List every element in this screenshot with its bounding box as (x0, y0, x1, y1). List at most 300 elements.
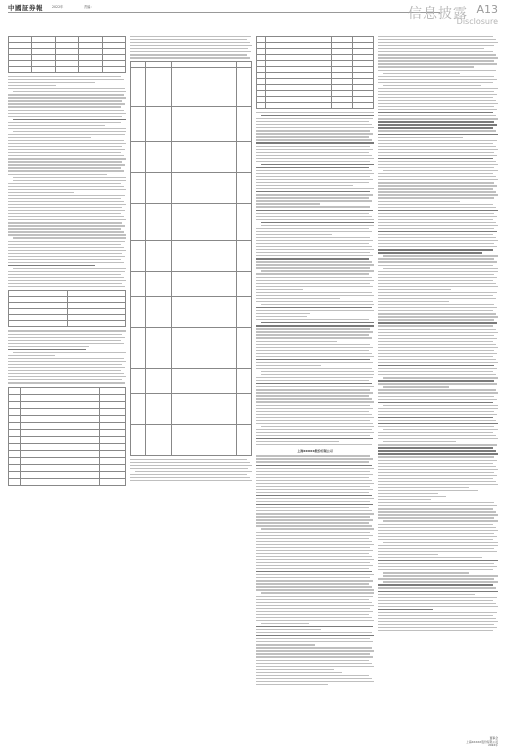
text-line (378, 149, 498, 150)
text-line (378, 134, 498, 135)
text-line (378, 213, 494, 214)
text-line (8, 376, 126, 377)
text-line (130, 45, 252, 46)
editor-label: 责编： (84, 5, 94, 9)
text-line (378, 143, 493, 144)
text-line (256, 495, 372, 496)
text-line (378, 344, 496, 345)
text-line (256, 498, 374, 499)
text-line (8, 167, 121, 168)
text-line (378, 551, 497, 552)
text-line (378, 158, 493, 159)
text-line (256, 389, 370, 390)
text-line (378, 444, 497, 445)
text-line (256, 118, 373, 119)
text-line (8, 283, 122, 284)
text-line (256, 423, 373, 424)
text-line (256, 316, 307, 317)
text-line (256, 228, 369, 229)
text-line (378, 115, 496, 116)
text-line (8, 158, 126, 159)
text-line (8, 97, 126, 98)
text-line (256, 525, 372, 526)
text-line (256, 210, 373, 211)
text-line (130, 474, 247, 475)
text-line (256, 206, 370, 207)
text-line (378, 490, 478, 491)
text-line (256, 319, 369, 320)
text-line (256, 362, 373, 363)
text-line (256, 289, 303, 290)
text-line (378, 548, 494, 549)
text-line (256, 681, 374, 682)
text-line (8, 116, 122, 117)
text-line (256, 359, 370, 360)
text-line (13, 91, 126, 92)
text-line (130, 54, 247, 55)
text-line (378, 612, 497, 613)
text-line (378, 359, 496, 360)
text-line (130, 51, 251, 52)
text-line (378, 365, 494, 366)
text-line (256, 501, 370, 502)
text-line (378, 417, 493, 418)
text-line (256, 675, 369, 676)
text-line (378, 356, 493, 357)
text-line (378, 36, 493, 37)
text-line (256, 650, 374, 651)
newspaper-masthead: 中國証券報 (8, 4, 43, 12)
text-line (256, 197, 369, 198)
text-line (8, 94, 124, 95)
section-subtitle: Disclosure (456, 17, 498, 26)
text-line (378, 545, 498, 546)
text-line (378, 286, 498, 287)
text-line (130, 468, 248, 469)
text-line (378, 103, 498, 104)
text-line (256, 429, 372, 430)
text-line (256, 438, 373, 439)
text-line (378, 60, 494, 61)
text-line (378, 100, 496, 101)
text-line (256, 577, 370, 578)
text-line (256, 249, 374, 250)
text-line (383, 581, 498, 582)
text-line (256, 152, 369, 153)
text-line (8, 364, 122, 365)
text-line (256, 146, 370, 147)
text-line (256, 133, 373, 134)
center-heading: 上海XXXXX股份有限公司 (297, 449, 333, 454)
text-line (8, 373, 124, 374)
text-line (378, 584, 493, 585)
text-line (8, 231, 124, 232)
text-line (378, 97, 493, 98)
text-line (378, 472, 494, 473)
text-line (378, 499, 431, 500)
text-line (256, 112, 374, 113)
footer-line-3: 2022年 (488, 743, 498, 748)
top-left-table (8, 36, 126, 73)
text-line (256, 356, 374, 357)
text-line (256, 167, 369, 168)
text-line (378, 258, 494, 259)
text-line (256, 136, 369, 137)
text-line (256, 455, 370, 456)
text-line (256, 395, 369, 396)
text-line (8, 198, 121, 199)
text-line (256, 608, 370, 609)
text-line (378, 51, 493, 52)
text-line (256, 589, 374, 590)
text-line (256, 347, 373, 348)
text-line (378, 487, 469, 488)
text-line (8, 355, 55, 356)
text-line (261, 371, 374, 372)
text-line (378, 76, 494, 77)
text-line (8, 346, 89, 347)
text-line (13, 237, 126, 238)
text-line (378, 249, 493, 250)
text-line (130, 57, 250, 58)
text-line (256, 641, 373, 642)
text-line (8, 186, 124, 187)
text-line (378, 252, 482, 253)
text-line (256, 191, 370, 192)
text-line (378, 603, 496, 604)
text-line (378, 508, 493, 509)
column-3 (256, 36, 374, 742)
text-line (378, 106, 494, 107)
text-line (378, 450, 496, 451)
text-line (378, 289, 451, 290)
text-line (256, 541, 372, 542)
text-line (256, 507, 369, 508)
text-line (378, 277, 497, 278)
column-2-text (130, 36, 252, 59)
text-line (8, 379, 122, 380)
text-line (383, 405, 498, 406)
text-line (378, 237, 496, 238)
footer-line-1: 董事会 (489, 736, 498, 741)
text-line (256, 255, 373, 256)
text-line (378, 265, 493, 266)
text-line (8, 128, 126, 129)
text-line (256, 310, 374, 311)
text-line (135, 471, 252, 472)
text-line (256, 298, 340, 299)
text-line (256, 161, 370, 162)
text-line (378, 185, 497, 186)
text-line (8, 222, 122, 223)
text-line (8, 134, 125, 135)
text-line (256, 237, 370, 238)
text-line (256, 139, 372, 140)
text-line (256, 243, 369, 244)
text-line (256, 535, 373, 536)
text-line (378, 94, 497, 95)
text-line (256, 408, 373, 409)
text-line (256, 386, 374, 387)
text-line (378, 173, 493, 174)
text-line (256, 532, 370, 533)
text-line (378, 283, 496, 284)
text-line (256, 483, 374, 484)
text-line (256, 465, 372, 466)
text-line (256, 216, 372, 217)
text-line (256, 504, 373, 505)
text-line (256, 149, 373, 150)
bottom-left-table (8, 387, 126, 486)
text-line (8, 143, 126, 144)
text-line (8, 358, 124, 359)
text-line (256, 240, 373, 241)
text-line (378, 322, 497, 323)
text-line (378, 231, 497, 232)
text-line (378, 70, 496, 71)
text-line (256, 660, 369, 661)
text-line (256, 602, 372, 603)
text-line (256, 562, 370, 563)
text-line (261, 270, 374, 271)
text-line (8, 149, 125, 150)
mid-left-table (8, 290, 126, 327)
text-line (256, 261, 372, 262)
text-line (378, 423, 498, 424)
text-line (8, 110, 124, 111)
text-line (378, 79, 497, 80)
text-line (256, 200, 372, 201)
text-line (256, 580, 373, 581)
text-line (256, 432, 374, 433)
text-line (8, 262, 124, 263)
text-line (383, 73, 460, 74)
text-line (378, 502, 494, 503)
text-line (378, 478, 493, 479)
text-line (378, 240, 498, 241)
text-line (256, 669, 334, 670)
text-line (256, 684, 328, 685)
text-line (256, 301, 373, 302)
text-line (8, 122, 121, 123)
text-line (378, 524, 493, 525)
text-line (256, 246, 372, 247)
text-line (8, 259, 121, 260)
text-line (378, 353, 497, 354)
text-line (383, 542, 498, 543)
text-line (378, 45, 494, 46)
text-line (383, 85, 481, 86)
text-line (8, 228, 121, 229)
text-line (8, 137, 91, 138)
text-line (378, 319, 494, 320)
text-line (256, 121, 369, 122)
text-line (378, 234, 493, 235)
text-line (378, 527, 496, 528)
text-line (256, 596, 373, 597)
text-line (378, 329, 496, 330)
text-line (8, 161, 122, 162)
text-line (378, 587, 496, 588)
text-line (256, 264, 374, 265)
header-rule (8, 12, 440, 13)
text-line (256, 614, 369, 615)
text-line (378, 325, 493, 326)
text-line (13, 268, 126, 269)
text-line (256, 461, 369, 462)
text-line (8, 213, 121, 214)
text-line (8, 330, 126, 331)
text-line (256, 678, 372, 679)
text-line (8, 219, 126, 220)
text-line (256, 383, 372, 384)
text-line (13, 119, 126, 120)
text-line (8, 241, 125, 242)
text-line (8, 216, 124, 217)
text-line (256, 519, 373, 520)
page-header (0, 0, 506, 34)
text-line (378, 304, 494, 305)
text-line (13, 131, 126, 132)
text-line (378, 530, 498, 531)
text-line (256, 441, 339, 442)
text-line (256, 638, 370, 639)
text-line (378, 554, 438, 555)
text-line (256, 325, 374, 326)
text-line (378, 201, 460, 202)
text-line (256, 176, 370, 177)
text-line (378, 630, 493, 631)
text-line (256, 586, 372, 587)
text-line (256, 663, 372, 664)
text-line (378, 368, 497, 369)
large-center-table (130, 61, 252, 456)
text-line (378, 569, 493, 570)
text-line (378, 621, 498, 622)
text-line (256, 286, 373, 287)
text-line (378, 146, 496, 147)
text-line (378, 219, 493, 220)
text-line (378, 536, 497, 537)
text-line (130, 465, 252, 466)
text-line (378, 426, 494, 427)
text-line (256, 331, 373, 332)
text-line (378, 152, 494, 153)
text-line (8, 280, 126, 281)
text-line (256, 444, 372, 445)
text-line (256, 158, 374, 159)
text-line (256, 405, 370, 406)
text-line (8, 113, 126, 114)
text-line (256, 398, 372, 399)
text-line (256, 492, 369, 493)
text-line (256, 127, 374, 128)
text-line (378, 246, 497, 247)
text-line (378, 137, 463, 138)
text-line (8, 256, 125, 257)
text-line (378, 399, 497, 400)
text-line (378, 207, 496, 208)
text-line (378, 109, 497, 110)
text-line (261, 374, 374, 375)
text-line (8, 210, 125, 211)
text-line (8, 88, 125, 89)
text-line (256, 213, 369, 214)
text-line (378, 197, 494, 198)
column-3-text-2 (256, 455, 374, 685)
text-line (256, 420, 370, 421)
text-line (256, 234, 332, 235)
text-line (8, 367, 125, 368)
text-line (378, 475, 497, 476)
text-line (256, 124, 372, 125)
text-line (8, 82, 95, 83)
text-line (256, 344, 370, 345)
text-line (256, 571, 372, 572)
text-line (256, 510, 372, 511)
text-line (261, 225, 374, 226)
text-line (8, 164, 125, 165)
text-line (378, 341, 493, 342)
text-line (378, 316, 498, 317)
section-title: 信息披露 (408, 6, 468, 22)
text-line (256, 489, 373, 490)
text-line (8, 382, 125, 383)
text-line (378, 140, 497, 141)
text-line (256, 629, 321, 630)
text-line (256, 273, 369, 274)
text-line (256, 468, 374, 469)
text-line (256, 377, 373, 378)
text-line (378, 54, 496, 55)
text-line (8, 155, 124, 156)
text-line (378, 301, 449, 302)
text-line (256, 458, 373, 459)
text-line (378, 496, 446, 497)
text-line (378, 469, 498, 470)
text-line (378, 447, 493, 448)
text-line (8, 183, 121, 184)
text-line (130, 480, 252, 481)
text-line (378, 560, 498, 561)
text-line (256, 277, 372, 278)
text-line (378, 63, 497, 64)
text-line (378, 222, 496, 223)
text-line (256, 513, 374, 514)
text-line (256, 617, 372, 618)
text-line (378, 600, 493, 601)
text-line (378, 615, 493, 616)
page-number: A13 (476, 3, 498, 16)
text-line (378, 414, 497, 415)
text-line (13, 180, 126, 181)
text-line (256, 611, 373, 612)
text-line (383, 255, 498, 256)
text-line (8, 100, 122, 101)
text-line (378, 566, 497, 567)
text-line (256, 644, 315, 645)
text-line (378, 118, 498, 119)
text-line (378, 618, 496, 619)
text-line (256, 258, 369, 259)
text-line (383, 170, 498, 171)
text-line (378, 624, 494, 625)
text-line (256, 350, 369, 351)
text-line (256, 556, 372, 557)
text-line (378, 176, 496, 177)
text-line (378, 161, 496, 162)
text-line (8, 207, 122, 208)
